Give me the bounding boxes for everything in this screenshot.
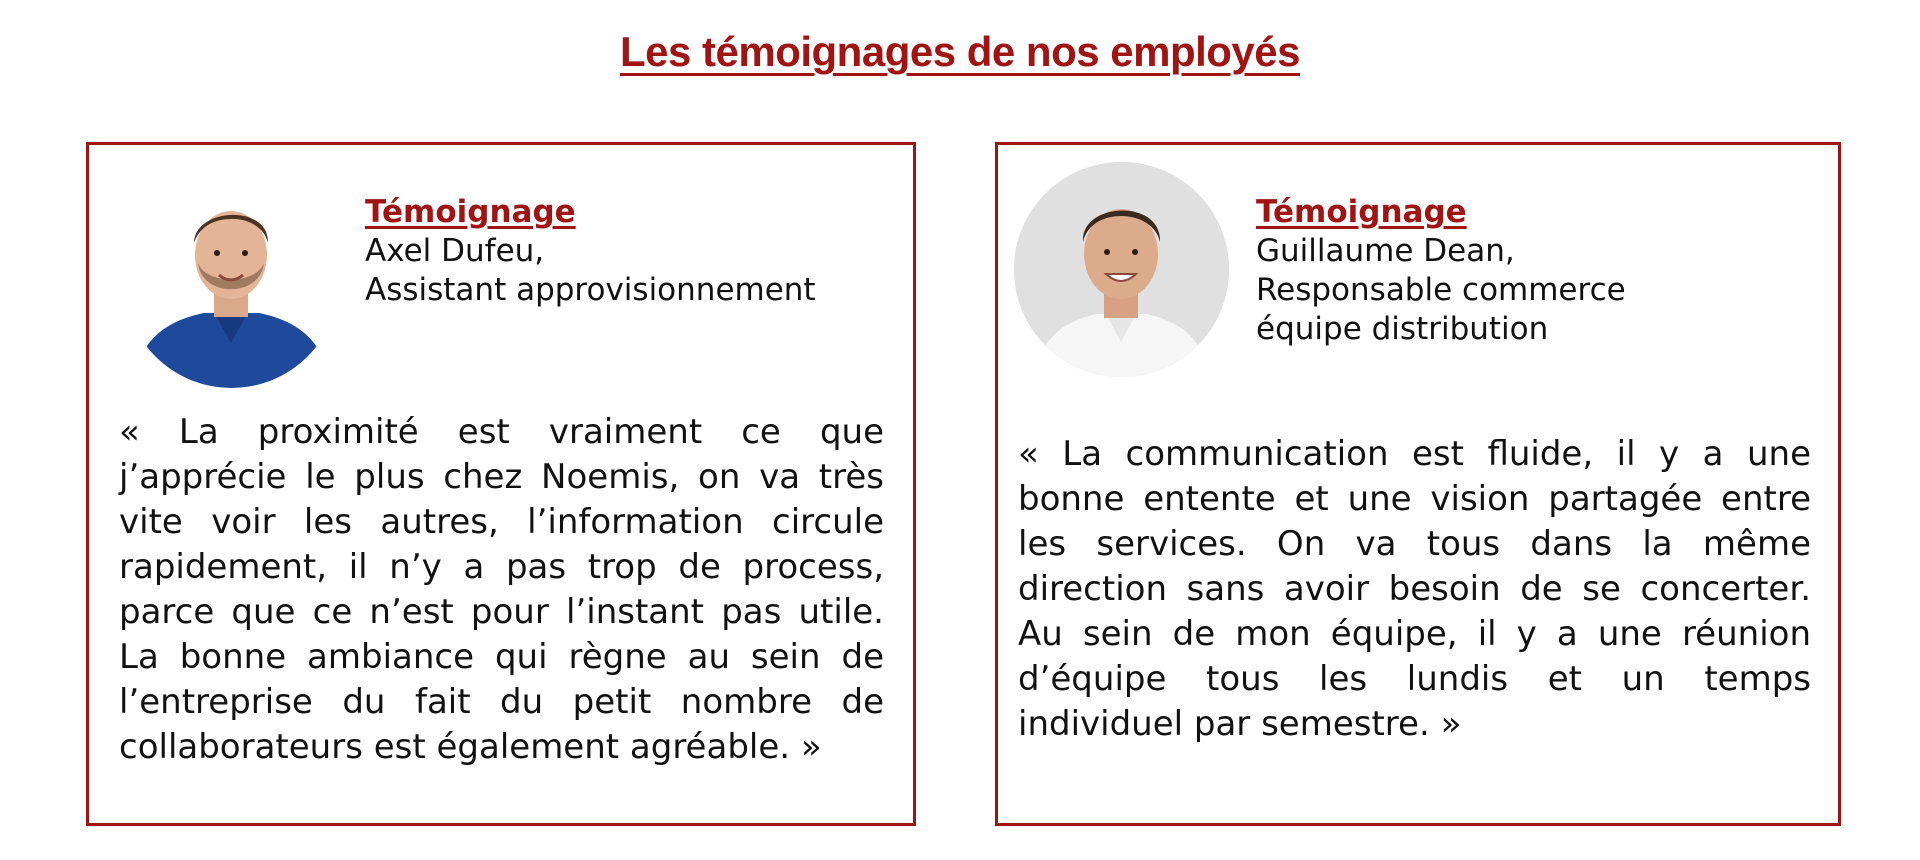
testimonial-quote: « La proximité est vraiment ce que j’apprécie le plus chez Noemis, on va très vite voir les autres, l’information circule rapidement, il n’y a pas trop de process, parce que ce n’est pour l’instant pas utile. La bonne ambiance qui règne au sein de l’entreprise du fait du petit nombre de collaborateurs est également agréable. » — [119, 412, 884, 767]
person-photo-icon — [1014, 162, 1229, 377]
testimonial-quote: « La communication est fluide, il y a une bonne entente et une vision partagée entre les services. On va tous dans la même direction sans avoir besoin de se concerter. Au sein de mon équipe, il y a une réunion d’équipe tous les lundis et un temps individuel par semestre. » — [1018, 434, 1811, 744]
testimonial-card-axel — [86, 142, 916, 826]
testimonial-card-guillaume — [995, 142, 1841, 826]
employee-role-line-2: équipe distribution — [1256, 311, 1549, 347]
person-photo-icon — [124, 173, 339, 388]
avatar — [1014, 162, 1229, 377]
avatar — [124, 173, 339, 388]
employee-role: Assistant approvisionnement — [365, 272, 816, 308]
employee-name: Axel Dufeu, — [365, 233, 545, 269]
employee-name: Guillaume Dean, — [1256, 233, 1515, 269]
testimonial-label: Témoignage — [1256, 194, 1467, 230]
page-title: Les témoignages de nos employés — [619, 28, 1301, 75]
testimonial-label: Témoignage — [365, 194, 576, 230]
employee-role-line-1: Responsable commerce — [1256, 272, 1626, 308]
testimonial-header — [1256, 193, 1626, 349]
testimonial-header — [365, 193, 816, 310]
